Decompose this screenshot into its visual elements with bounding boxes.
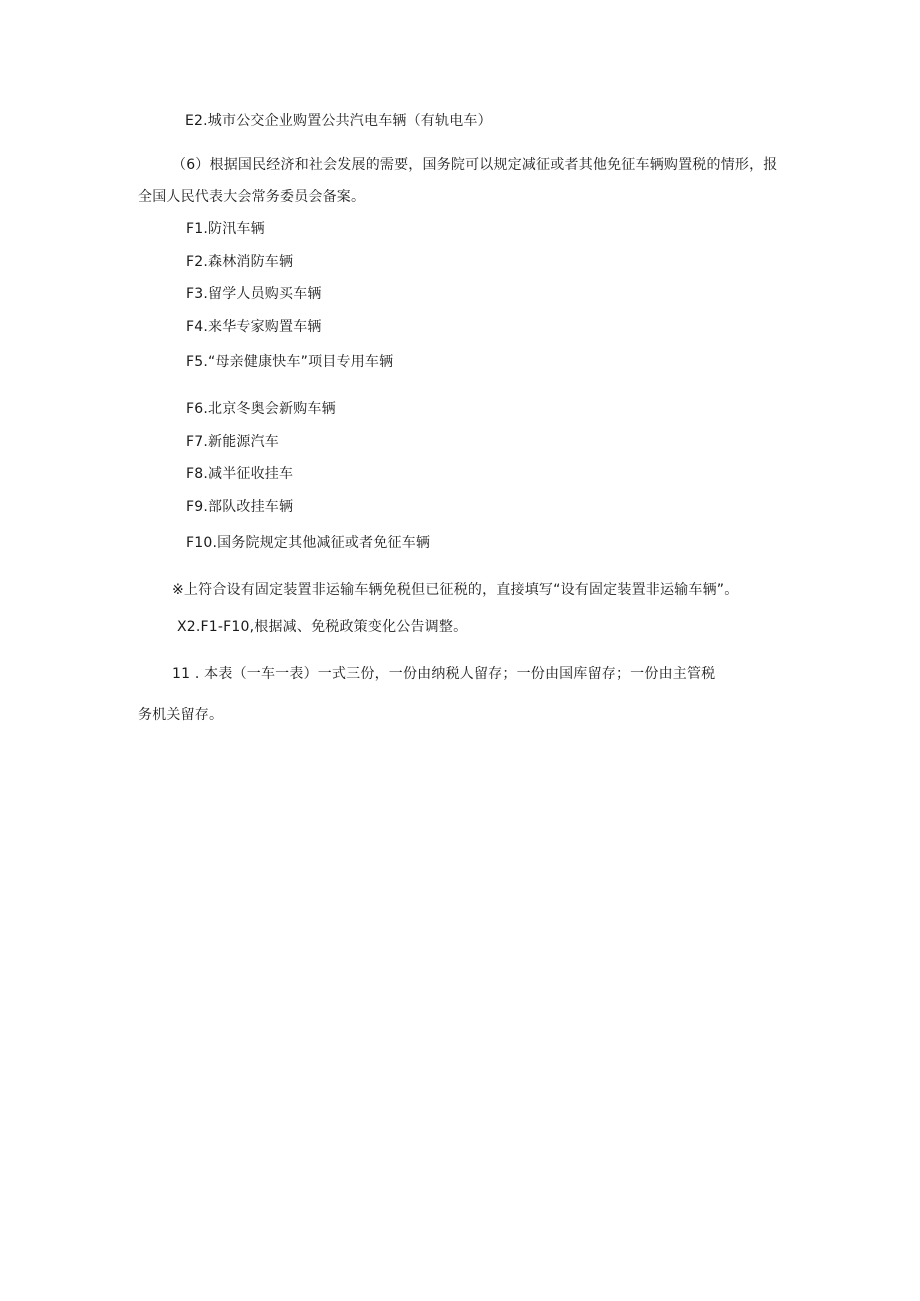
- list-item-f2: F2.森林消防车辆: [186, 254, 294, 270]
- item-e2: E2.城市公交企业购置公共汽电车辆（有轨电车）: [185, 113, 492, 129]
- list-item-f9: F9.部队改挂车辆: [186, 499, 294, 515]
- paragraph-6-line-1: （6）根据国民经济和社会发展的需要，国务院可以规定减征或者其他免征车辆购置税的情形，报: [172, 157, 778, 173]
- item-11-line-2: 务机关留存。: [138, 707, 224, 723]
- list-item-f1: F1.防汛车辆: [186, 221, 265, 237]
- note-paragraph: ※上符合设有固定装置非运输车辆免税但已征税的，直接填写“设有固定装置非运输车辆”。: [172, 582, 739, 598]
- list-item-f8: F8.减半征收挂车: [186, 466, 294, 482]
- list-item-f7: F7.新能源汽车: [186, 434, 280, 450]
- paragraph-6-line-2: 全国人民代表大会常务委员会备案。: [138, 189, 366, 205]
- list-item-f6: F6.北京冬奥会新购车辆: [186, 401, 336, 417]
- list-item-f10: F10.国务院规定其他减征或者免征车辆: [186, 535, 431, 551]
- item-x2: X2.F1-F10,根据减、免税政策变化公告调整。: [177, 619, 468, 635]
- list-item-f4: F4.来华专家购置车辆: [186, 319, 322, 335]
- list-item-f5: F5.“母亲健康快车”项目专用车辆: [186, 354, 394, 370]
- list-item-f3: F3.留学人员购买车辆: [186, 286, 322, 302]
- item-11-line-1: 11 . 本表（一车一表）一式三份，一份由纳税人留存；一份由国库留存；一份由主管税: [172, 666, 716, 682]
